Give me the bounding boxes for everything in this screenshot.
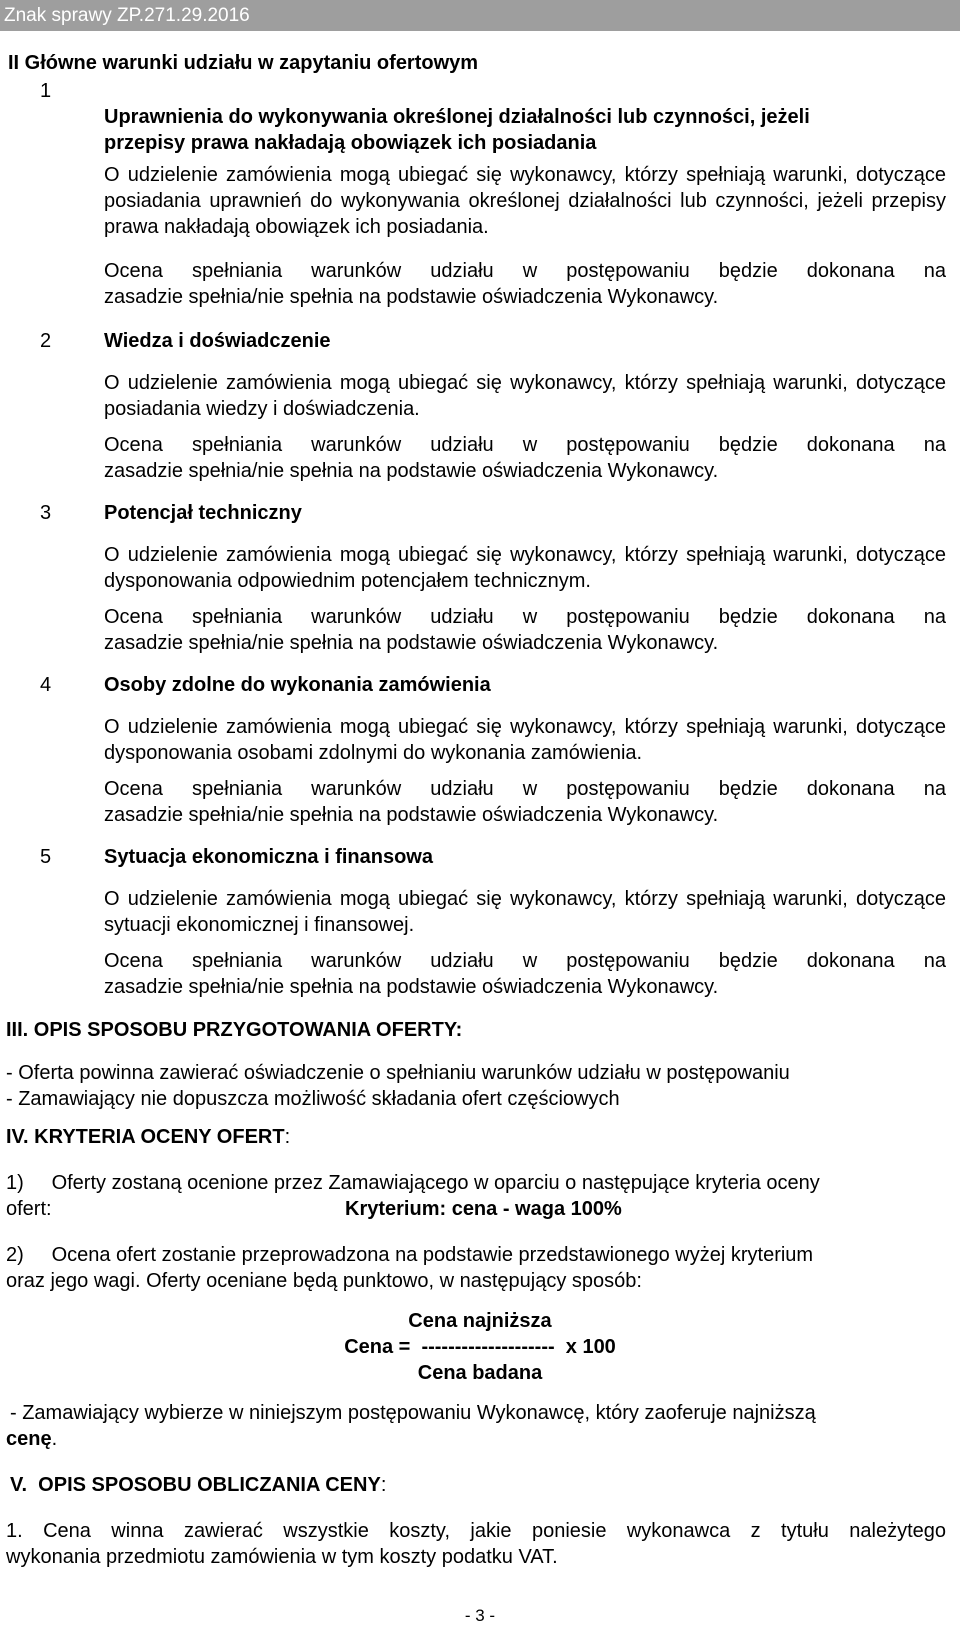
item-3-assessment xyxy=(104,604,946,656)
item-2-assessment xyxy=(104,432,946,484)
item-1-title-line1: Uprawnienia do wykonywania określonej działalności lub czynności, jeżeli xyxy=(104,106,810,128)
item-3-number: 3 xyxy=(40,502,52,524)
section-4-title-row xyxy=(6,1124,290,1150)
item-5-assessment-line2: zasadzie spełnia/nie spełnia na podstawie oświadczenia Wykonawcy. xyxy=(104,976,719,998)
item-1-condition: O udzielenie zamówienia mogą ubiegać się wykonawcy, którzy spełniają warunki, dotyczące posiadania uprawnień do wykonywania określonej działalności lub czynności, jeżeli przepisy prawa nakładają obowiązek ich posiadania. xyxy=(104,164,946,238)
item-4-condition: O udzielenie zamówienia mogą ubiegać się wykonawcy, którzy spełniają warunki, dotyczące dysponowania osobami zdolnymi do wykonania zamówienia. xyxy=(104,716,946,764)
item-1-assessment-line1: Ocena spełniania warunków udziału w postępowaniu będzie dokonana na xyxy=(104,260,946,282)
section-3-line-1: - Oferta powinna zawierać oświadczenie o spełnianiu warunków udziału w postępowaniu xyxy=(6,1062,790,1084)
criteria-point-1-prefix: ofert: xyxy=(6,1198,52,1220)
item-2-assessment-line1: Ocena spełniania warunków udziału w postępowaniu będzie dokonana na xyxy=(104,434,946,456)
section-5-point-1-line2: wykonania przedmiotu zamówienia w tym koszty podatku VAT. xyxy=(6,1546,558,1568)
page-number: - 3 - xyxy=(464,1606,496,1625)
item-4-assessment-line2: zasadzie spełnia/nie spełnia na podstawie oświadczenia Wykonawcy. xyxy=(104,804,719,826)
item-1-assessment xyxy=(104,258,946,310)
formula-denominator: Cena badana xyxy=(417,1362,543,1384)
item-5-number: 5 xyxy=(40,846,52,868)
item-2-condition: O udzielenie zamówienia mogą ubiegać się wykonawcy, którzy spełniają warunki, dotyczące posiadania wiedzy i doświadczenia. xyxy=(104,372,946,420)
item-2-assessment-line2: zasadzie spełnia/nie spełnia na podstawie oświadczenia Wykonawcy. xyxy=(104,460,719,482)
section-5-title-colon: : xyxy=(380,1474,387,1496)
section-3-title: III. OPIS SPOSOBU PRZYGOTOWANIA OFERTY: xyxy=(6,1019,463,1041)
item-4-title: Osoby zdolne do wykonania zamówienia xyxy=(104,674,491,696)
formula-numerator: Cena najniższa xyxy=(408,1310,552,1332)
section-5-title-row xyxy=(10,1472,386,1498)
item-2-title: Wiedza i doświadczenie xyxy=(104,330,331,352)
section-4-title: IV. KRYTERIA OCENY OFERT xyxy=(6,1126,285,1148)
section-4-title-colon: : xyxy=(284,1126,291,1148)
section-3-line-2: - Zamawiający nie dopuszcza możliwość składania ofert częściowych xyxy=(6,1088,620,1110)
selection-price-word: cenę xyxy=(6,1428,52,1450)
selection-line-1: - Zamawiający wybierze w niniejszym postępowaniu Wykonawcę, który zaoferuje najniższą xyxy=(10,1402,816,1424)
item-3-assessment-line2: zasadzie spełnia/nie spełnia na podstawie oświadczenia Wykonawcy. xyxy=(104,632,719,654)
criteria-point-2-line1: 2) Ocena ofert zostanie przeprowadzona na podstawie przedstawionego wyżej kryterium xyxy=(6,1244,814,1266)
selection-line-2 xyxy=(6,1426,57,1452)
section-2-title: II Główne warunki udziału w zapytaniu ofertowym xyxy=(8,52,479,74)
case-number-header: Znak sprawy ZP.271.29.2016 xyxy=(0,0,960,31)
item-4-assessment xyxy=(104,776,946,828)
item-4-assessment-line1: Ocena spełniania warunków udziału w postępowaniu będzie dokonana na xyxy=(104,778,946,800)
section-5-title: V. OPIS SPOSOBU OBLICZANIA CENY xyxy=(10,1474,381,1496)
item-5-title: Sytuacja ekonomiczna i finansowa xyxy=(104,846,433,868)
item-5-assessment xyxy=(104,948,946,1000)
item-3-title: Potencjał techniczny xyxy=(104,502,302,524)
item-1-title-line2: przepisy prawa nakładają obowiązek ich posiadania xyxy=(104,132,597,154)
criterion-price-weight: Kryterium: cena - waga 100% xyxy=(345,1198,622,1220)
item-4-number: 4 xyxy=(40,674,52,696)
selection-line-2-end: . xyxy=(51,1428,58,1450)
item-5-assessment-line1: Ocena spełniania warunków udziału w postępowaniu będzie dokonana na xyxy=(104,950,946,972)
item-3-assessment-line1: Ocena spełniania warunków udziału w postępowaniu będzie dokonana na xyxy=(104,606,946,628)
item-1-number: 1 xyxy=(40,80,52,102)
section-5-point-1-line1: 1. Cena winna zawierać wszystkie koszty, jakie poniesie wykonawca z tytułu należytego xyxy=(6,1520,946,1542)
formula-main: Cena = -------------------- x 100 xyxy=(344,1336,616,1358)
item-5-condition: O udzielenie zamówienia mogą ubiegać się wykonawcy, którzy spełniają warunki, dotyczące sytuacji ekonomicznej i finansowej. xyxy=(104,888,946,936)
item-3-condition: O udzielenie zamówienia mogą ubiegać się wykonawcy, którzy spełniają warunki, dotyczące dysponowania odpowiednim potencjałem technicznym. xyxy=(104,544,946,592)
criteria-point-1-line1: 1) Oferty zostaną ocenione przez Zamawiającego w oparciu o następujące kryteria oceny xyxy=(6,1172,820,1194)
item-1-assessment-line2: zasadzie spełnia/nie spełnia na podstawie oświadczenia Wykonawcy. xyxy=(104,286,719,308)
criteria-point-2-line2: oraz jego wagi. Oferty oceniane będą punktowo, w następujący sposób: xyxy=(6,1270,642,1292)
item-2-number: 2 xyxy=(40,330,52,352)
